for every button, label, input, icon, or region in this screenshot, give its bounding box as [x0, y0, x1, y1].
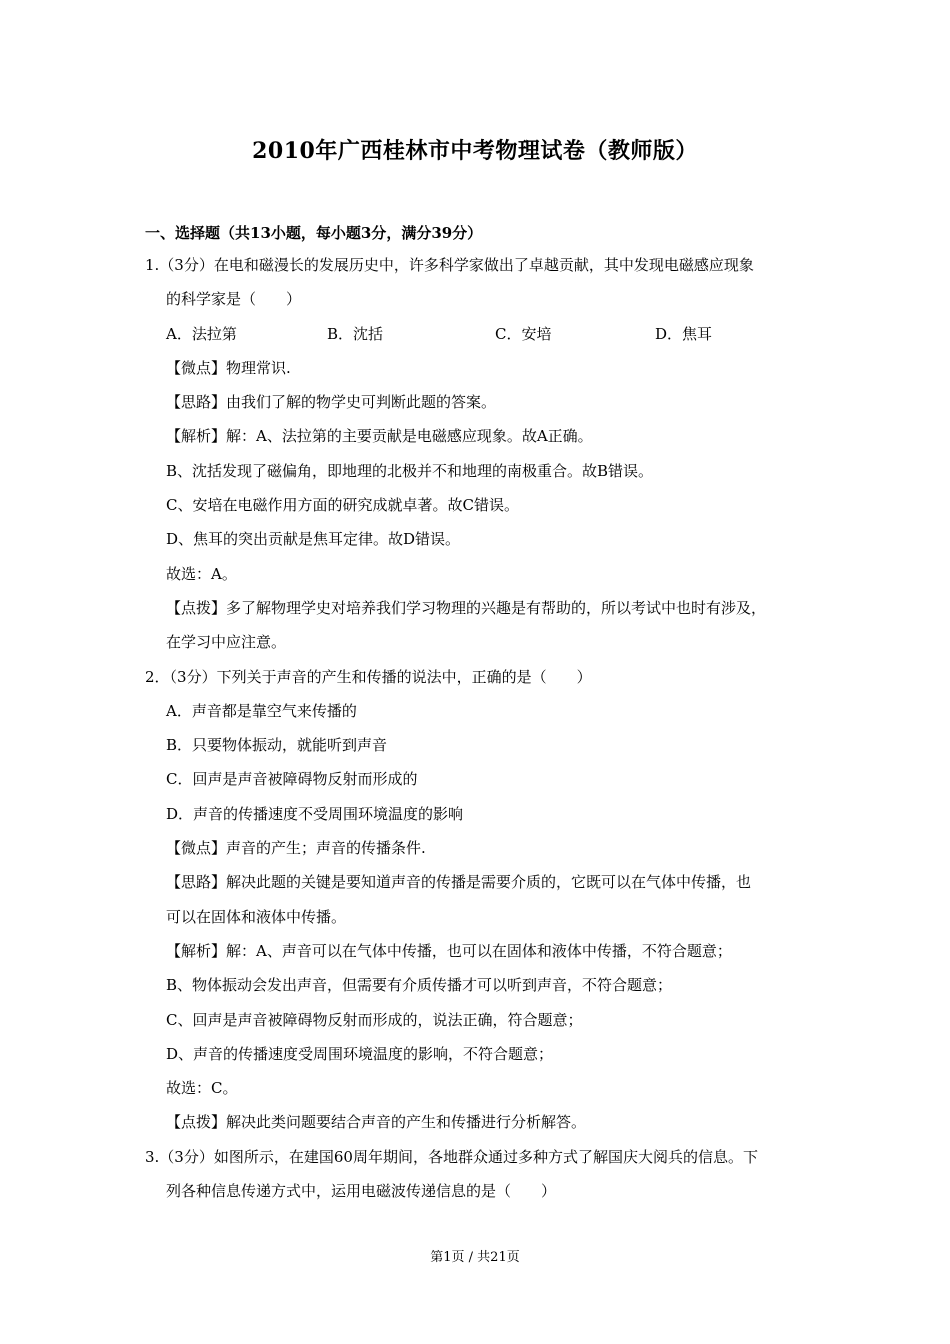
q1-option-a: A．法拉第	[166, 324, 237, 343]
q1-jiexi-line-1: 【解析】解：A、法拉第的主要贡献是电磁感应现象。故A正确。	[166, 427, 593, 446]
q2-jiexi-line-2: B、物体振动会发出声音，但需要有介质传播才可以听到声音，不符合题意；	[166, 976, 673, 995]
q1-weidian: 【微点】物理常识.	[166, 358, 291, 377]
q2-option-c: C．回声是声音被障碍物反射而形成的	[166, 770, 418, 789]
q1-stem-line-2: 的科学家是（ ）	[166, 290, 302, 309]
q1-jiexi-line-4: D、焦耳的突出贡献是焦耳定律。故D错误。	[166, 530, 461, 549]
q2-silu-line-1: 【思路】解决此题的关键是要知道声音的传播是需要介质的，它既可以在气体中传播，也	[166, 873, 752, 892]
q1-jiexi-line-2: B、沈括发现了磁偏角，即地理的北极并不和地理的南极重合。故B错误。	[166, 461, 654, 480]
section-heading: 一、选择题（共13小题，每小题3分，满分39分）	[145, 224, 483, 242]
q1-dianbo-line-2: 在学习中应注意。	[166, 633, 287, 652]
q2-jiexi-line-4: D、声音的传播速度受周围环境温度的影响，不符合题意；	[166, 1044, 554, 1063]
q1-option-c: C．安培	[495, 324, 552, 343]
q1-options	[145, 317, 825, 351]
q1-option-b: B．沈括	[327, 324, 384, 343]
q1-dianbo-line-1: 【点拨】多了解物理学史对培养我们学习物理的兴趣是有帮助的，所以考试中也时有涉及，	[166, 598, 767, 617]
q2-jiexi-line-1: 【解析】解：A、声音可以在气体中传播，也可以在固体和液体中传播，不符合题意；	[166, 941, 732, 960]
page-footer: 第1页 / 共21页	[430, 1250, 520, 1265]
q2-dianbo: 【点拨】解决此类问题要结合声音的产生和传播进行分析解答。	[166, 1113, 587, 1132]
q1-stem-line-1: 1.（3分）在电和磁漫长的发展历史中，许多科学家做出了卓越贡献，其中发现电磁感应现象	[145, 256, 754, 274]
q1-silu: 【思路】由我们了解的物学史可判断此题的答案。	[166, 393, 497, 412]
q2-weidian: 【微点】声音的产生；声音的传播条件.	[166, 839, 426, 858]
q1-jiexi-line-3: C、安培在电磁作用方面的研究成就卓著。故C错误。	[166, 496, 519, 515]
q2-option-a: A．声音都是靠空气来传播的	[166, 701, 357, 720]
q3-stem-line-2: 列各种信息传递方式中，运用电磁波传递信息的是（ ）	[166, 1182, 557, 1201]
q2-option-d: D．声音的传播速度不受周围环境温度的影响	[166, 804, 464, 823]
q2-silu-line-2: 可以在固体和液体中传播。	[166, 907, 347, 926]
q1-option-d: D．焦耳	[655, 324, 713, 343]
q2-jiexi-line-3: C、回声是声音被障碍物反射而形成的，说法正确，符合题意；	[166, 1010, 583, 1029]
q3-stem-line-1: 3.（3分）如图所示，在建国60周年期间，各地群众通过多种方式了解国庆大阅兵的信息。下	[145, 1147, 758, 1166]
q2-answer: 故选：C。	[166, 1079, 238, 1098]
page-title: 2010年广西桂林市中考物理试卷（教师版）	[252, 138, 698, 164]
q2-stem: 2．（3分）下列关于声音的产生和传播的说法中，正确的是（ ）	[145, 667, 592, 686]
questions-body	[145, 248, 825, 1208]
q2-option-b: B．只要物体振动，就能听到声音	[166, 736, 388, 755]
q1-answer: 故选：A。	[166, 564, 237, 583]
